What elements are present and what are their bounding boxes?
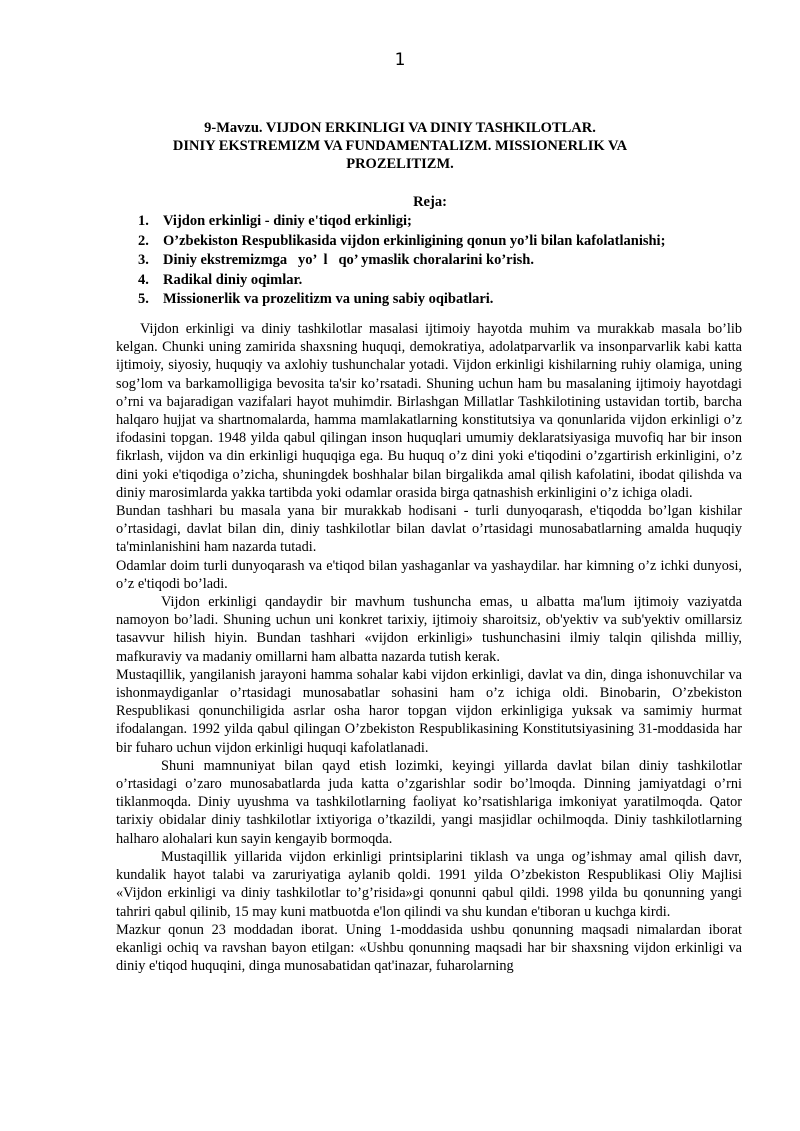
title-line: PROZELITIZM. [346, 156, 454, 172]
plan-item-text: O’zbekiston Respublikasida vijdon erkinligining qonun yo’li bilan kafolatlanishi; [163, 232, 666, 249]
plan-item-number: 4. [138, 271, 149, 288]
plan-item [138, 251, 665, 271]
paragraph: Odamlar doim turli dunyoqarash va e'tiqod bilan yashaganlar va yashaydilar. har kimning o’z ichki dunyosi, o’z e'tiqodi bo’ladi. [116, 557, 742, 592]
plan-item-text: Diniy ekstremizmga yo’ l qo’ ymaslik choralarini ko’rish. [163, 252, 534, 269]
plan-item [138, 232, 665, 252]
plan-heading: Reja: [413, 194, 447, 210]
plan-item [138, 290, 665, 310]
paragraph: Vijdon erkinligi va diniy tashkilotlar masalasi ijtimoiy hayotda muhim va murakkab masala bo’lib kelgan. Chunki uning zamirida shaxsning huquqi, demokratiya, adolatparvarlik va insonparvarlik kabi katta ijtimoiy, siyosiy, huquqiy va axlohiy tushunchalar yotadi. Vijdon erkinligi kishilarning ruhiy olamiga, uning sog’lom va barkamolligiga bevosita ta'sir ko’rsatadi. Shuning uchun ham bu masalaning ijtimoiy hayotdagi o’rni va bajaradigan vazifalari hayot muhimdir. Birlashgan Millatlar Tashkilotining ustavidan tortib, barcha halqaro hujjat va shartnomalarda, hamma mamlakatlarning konstitutsiya va qonunlarida vijdon erkinligi o’z ifodasini topgan. 1948 yilda qabul qilingan inson huquqlari umumiy deklaratsiyasiga muvofiq har bir inson fikrlash, vijdon va din erkinligi huquqiga ega. Bu huquq o’z dini yoki e'tiqodini o’zgartirish erkinligini, o’z dini yoki e'tiqodiga o’zicha, shuningdek boshhalar bilan birgalikda amal qilish kafolatini, ibodat qilishda va diniy marosimlarda yakka tartibda yoki odamlar orasida birga qatnashish erkinligini o’z ichiga oladi. [116, 321, 742, 501]
paragraph: Mustaqillik yillarida vijdon erkinligi printsiplarini tiklash va unga og’ishmay amal qilish davr, kundalik hayot talabi va zaruriyatiga aylanib qoldi. 1991 yilda O’zbekiston Respublikasi Oliy Majlisi «Vijdon erkinligi va diniy tashkilotlar to’g’risida»gi qonunni qabul qildi. 1998 yilda bu qonunning yangi tahriri qabul qilinib, 15 may kuni matbuotda e'lon qilindi va shu kundan e'tiboran u kuchga kirdi. [116, 848, 742, 920]
document-title [130, 119, 670, 173]
plan-item-text: Radikal diniy oqimlar. [163, 271, 303, 288]
title-line: 9-Mavzu. VIJDON ERKINLIGI VA DINIY TASHKILOTLAR. [204, 120, 596, 136]
body-text [116, 320, 742, 975]
plan-item-text: Vijdon erkinligi - diniy e'tiqod erkinligi; [163, 213, 412, 229]
page-number: 1 [394, 50, 406, 70]
paragraph: Shuni mamnuniyat bilan qayd etish lozimki, keyingi yillarda davlat bilan diniy tashkilotlar o’rtasidagi o’zaro munosabatlarda juda katta o’zgarishlar sodir bo’lmoqda. Dinning jamiyatdagi o’rni tiklanmoqda. Diniy uyushma va tashkilotlarning faoliyat ko’rsatishlariga imkoniyat yaratilmoqda. Qator tarixiy obidalar diniy tashkilotlar ixtiyoriga o’tkazildi, yangi masjidlar ochilmoqda. Diniy tashkilotlarning halharo alohalari kun sayin kengayib bormoqda. [116, 757, 742, 847]
plan-item-number: 5. [138, 291, 149, 308]
paragraph: Mustaqillik, yangilanish jarayoni hamma sohalar kabi vijdon erkinligi, davlat va din, dinga ishonuvchilar va ishonmaydiganlar o’rtasidagi munosabatlar sohasini ham o’z ichiga oldi. Binobarin, O’zbekiston Respublikasi qonunchiligida asrlar osha haror topgan vijdon erkinligiga yuksak va samimiy hurmat ifodalangan. 1992 yilda qabul qilingan O’zbekiston Respublikasining Konstitutsiyasining 31-moddasida har bir fuharo uchun vijdon erkinligi huquqi kafolatlanadi. [116, 666, 742, 756]
paragraph: Vijdon erkinligi qandaydir bir mavhum tushuncha emas, u albatta ma'lum ijtimoiy vaziyatda namoyon bo’ladi. Shuning uchun uni konkret tarixiy, ijtimoiy sharoitsiz, ob'yektiv va sub'yektiv omillarsiz tasavvur hilish hiyin. Bundan tashhari «vijdon erkinligi» tushunchasini ilmiy talqin qilishda milliy, mafkuraviy va madaniy omillarni ham albatta nazarda tutish kerak. [116, 594, 742, 665]
paragraph: Mazkur qonun 23 moddadan iborat. Uning 1-moddasida ushbu qonunning maqsadi nimalardan iborat ekanligi ochiq va ravshan bayon etilgan: «Ushbu qonunning maqsadi har bir shaxsning vijdon erkinligi va diniy e'tiqod huquqini, dinga munosabatidan qat'inazar, fuharolarning [116, 921, 742, 975]
plan-item-text: Missionerlik va prozelitizm va uning sabiy oqibatlari. [163, 291, 494, 308]
plan-item [138, 271, 665, 291]
title-line: DINIY EKSTREMIZM VA FUNDAMENTALIZM. MISSIONERLIK VA [172, 138, 628, 154]
plan-item [138, 212, 665, 232]
plan-item-number: 3. [138, 252, 149, 269]
plan-item-number: 1. [138, 213, 149, 229]
plan-item-number: 2. [138, 232, 149, 249]
plan-list [138, 212, 665, 310]
paragraph: Bundan tashhari bu masala yana bir murakkab hodisani - turli dunyoqarash, e'tiqodda bo’lgan kishilar o’rtasidagi, davlat bilan din, diniy tashkilotlar bilan davlat o’rtasidagi munosabatlarning amalda huquqiy ta'minlanishini ham nazarda tutadi. [116, 503, 742, 556]
